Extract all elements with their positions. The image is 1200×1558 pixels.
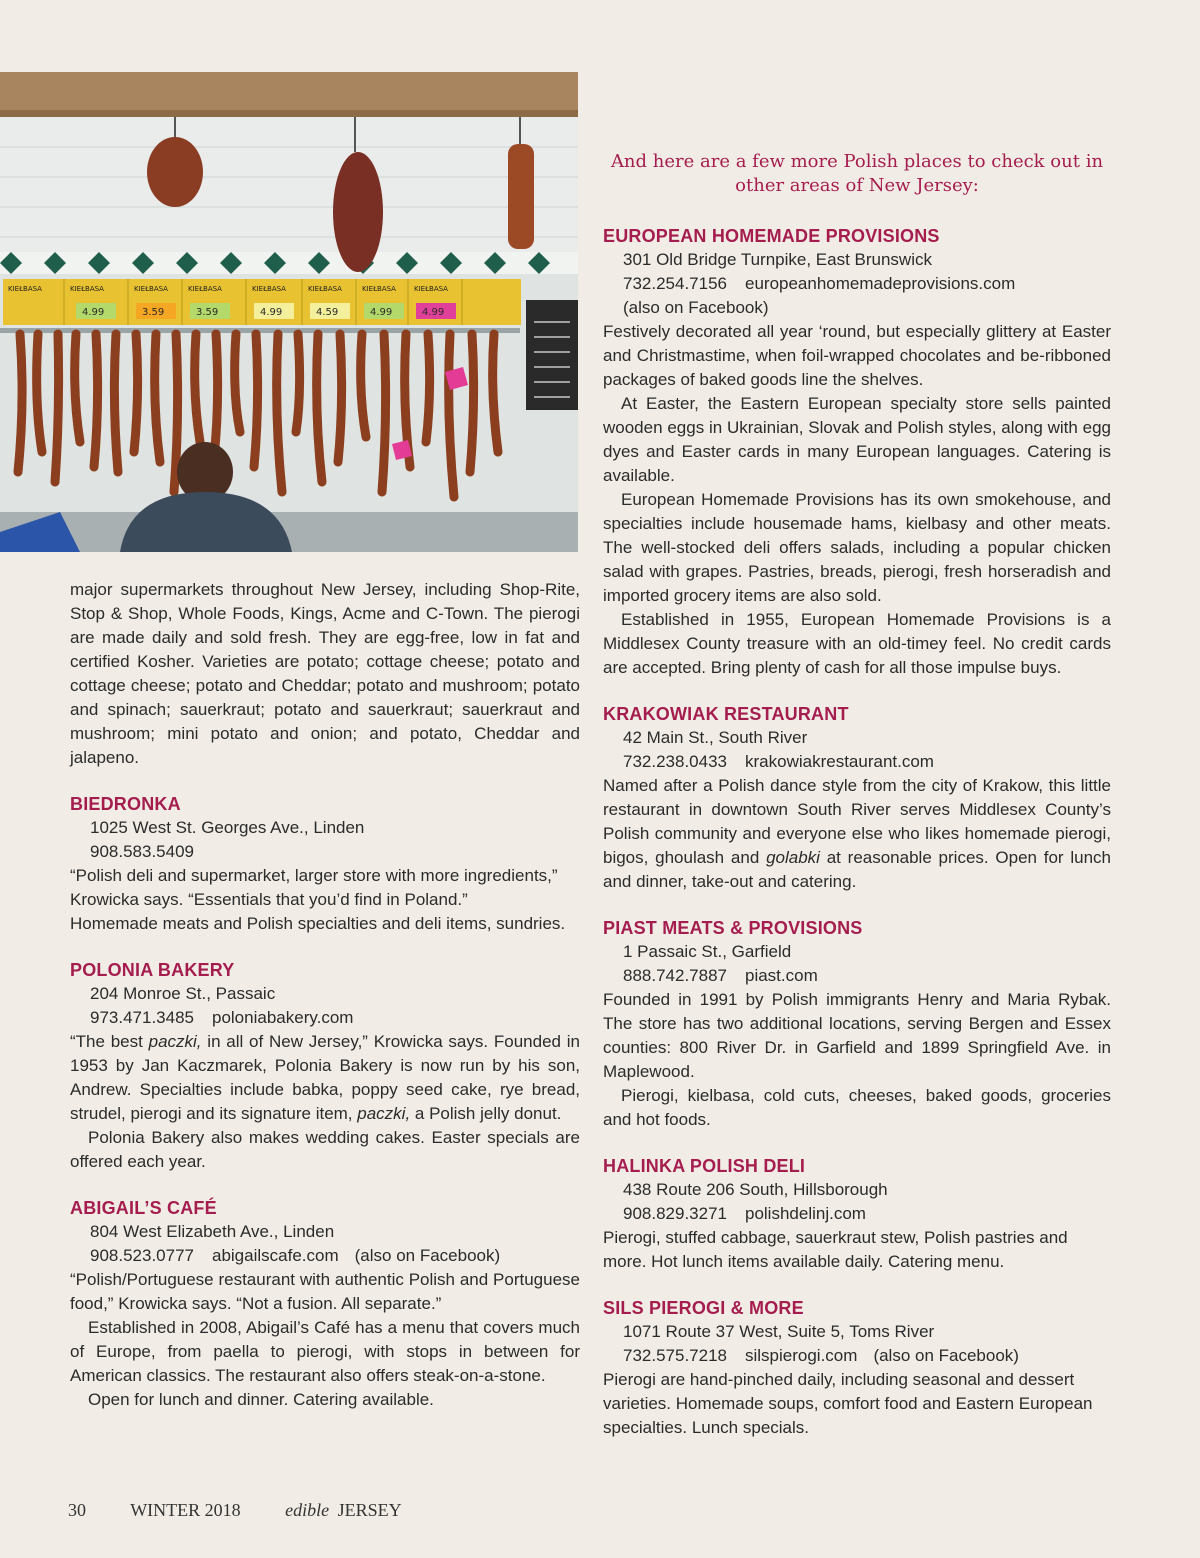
sils-phone: 732.575.7218 — [623, 1346, 727, 1365]
biedronka-text: “Polish deli and supermarket, larger store with more ingredients,” Krowicka says. “Essentials that you’d find in Poland.” — [70, 866, 558, 909]
biedronka-phone: 908.583.5409 — [90, 842, 194, 861]
biedronka-text-2: Homemade meats and Polish specialties and deli items, sundries. — [70, 914, 566, 933]
european-text: Festively decorated all year ‘round, but especially glittery at Easter and Christmastime, when foil-wrapped chocolates and be-ribboned packages of baked goods line the shelves. — [603, 322, 1111, 389]
abigail-text-2: Established in 2008, Abigail’s Café has a menu that covers much of Europe, from paella to pierogi, with stops in between for American classics. The restaurant also offers steak-on-a-stone. — [70, 1318, 580, 1385]
sign-text: KIEŁBASA — [362, 285, 396, 293]
right-column — [603, 150, 1111, 1440]
european-heading: EUROPEAN HOMEMADE PROVISIONS — [603, 226, 940, 246]
krakowiak-contact — [603, 750, 1111, 774]
piast-text: Founded in 1991 by Polish immigrants Henry and Maria Rybak. The store has two additional locations, serving Bergen and Essex counties: 800 River Dr. in Garfield and 1899 Springfield Ave. in Maplewood. — [603, 990, 1111, 1081]
svg-text:3.59: 3.59 — [196, 307, 219, 318]
more-places-intro: And here are a few more Polish places to check out in other areas of New Jersey: — [610, 151, 1104, 196]
european-website-link[interactable]: europeanhomemadeprovisions.com — [745, 274, 1016, 293]
abigail-address: 804 West Elizabeth Ave., Linden — [90, 1222, 335, 1241]
sils-website-link[interactable]: silspierogi.com — [745, 1346, 858, 1365]
european-address: 301 Old Bridge Turnpike, East Brunswick — [623, 250, 932, 269]
halinka-heading: HALINKA POLISH DELI — [603, 1156, 806, 1176]
text-run-italic: paczki, — [357, 1104, 411, 1123]
abigail-text-3: Open for lunch and dinner. Catering available. — [88, 1390, 434, 1409]
sils-address: 1071 Route 37 West, Suite 5, Toms River — [623, 1322, 935, 1341]
krakowiak-address: 42 Main St., South River — [623, 728, 808, 747]
polonia-text-2: Polonia Bakery also makes wedding cakes. Easter specials are offered each year. — [70, 1128, 580, 1171]
svg-text:4.99: 4.99 — [260, 307, 283, 318]
page-number: 30 — [68, 1500, 86, 1520]
sign-text: KIEŁBASA — [134, 285, 168, 293]
european-text-2: At Easter, the Eastern European specialty store sells painted wooden eggs in Ukrainian, Slovak and Polish styles, along with egg dyes and Easter cards in many European languages. Catering is available. — [603, 394, 1111, 485]
halinka-address: 438 Route 206 South, Hillsborough — [623, 1180, 888, 1199]
kielbasa-photo — [0, 72, 578, 552]
text-run: in all of New Jersey,” Krowicka says. Founded in 1953 by Jan Kaczmarek, Polonia Bakery is now run by his son, Andrew. Specialties include babka, poppy seed cake, rye bread, strudel, pierogi and its signature item, — [70, 1032, 580, 1123]
polonia-contact — [70, 1006, 580, 1030]
biedronka-heading: BIEDRONKA — [70, 794, 181, 814]
text-run-italic: paczki, — [148, 1032, 202, 1051]
piast-heading: PIAST MEATS & PROVISIONS — [603, 918, 863, 938]
sign-text: KIEŁBASA — [414, 285, 448, 293]
sils-facebook-note: (also on Facebook) — [873, 1346, 1019, 1365]
sign-text: KIEŁBASA — [70, 285, 104, 293]
text-run: at reasonable prices. Open for lunch and dinner, take-out and catering. — [603, 848, 1112, 891]
abigail-heading: ABIGAIL’S CAFÉ — [70, 1198, 217, 1218]
text-run-italic: golabki — [766, 848, 820, 867]
text-run: “The best — [70, 1032, 149, 1051]
svg-text:4.99: 4.99 — [370, 307, 393, 318]
sils-text: Pierogi are hand-pinched daily, including seasonal and dessert varieties. Homemade soups, comfort food and Eastern European specialties. Lunch specials. — [603, 1370, 1093, 1437]
left-column — [70, 578, 580, 1412]
krakowiak-phone: 732.238.0433 — [623, 752, 727, 771]
page-footer — [68, 1500, 442, 1521]
abigail-website-link[interactable]: abigailscafe.com — [212, 1246, 339, 1265]
european-contact — [603, 272, 1111, 296]
abigail-text: “Polish/Portuguese restaurant with authentic Polish and Portuguese food,” Krowicka says. “Not a fusion. All separate.” — [70, 1270, 580, 1313]
abigail-contact — [70, 1244, 580, 1268]
svg-text:4.99: 4.99 — [422, 307, 445, 318]
sign-text: KIEŁBASA — [188, 285, 222, 293]
krakowiak-website-link[interactable]: krakowiakrestaurant.com — [745, 752, 934, 771]
polonia-website-link[interactable]: poloniabakery.com — [212, 1008, 354, 1027]
biedronka-address: 1025 West St. Georges Ave., Linden — [90, 818, 365, 837]
polonia-text — [70, 1030, 580, 1126]
svg-text:4.99: 4.99 — [82, 307, 105, 318]
text-run: Named after a Polish dance style from the city of Krakow, this little restaurant in downtown South River serves Middlesex County’s Polish community and everyone else who likes homemade pierogi, bigos, ghoulash and — [603, 776, 1111, 867]
sign-text: KIEŁBASA — [308, 285, 342, 293]
krakowiak-text — [603, 774, 1111, 894]
european-text-3: European Homemade Provisions has its own smokehouse, and specialties include housemade hams, kielbasy and other meats. The well-stocked deli offers salads, including a popular chicken salad with grapes. Pastries, breads, pierogi, fresh horseradish and imported grocery items are also sold. — [603, 490, 1111, 605]
piast-text-2: Pierogi, kielbasa, cold cuts, cheeses, baked goods, groceries and hot foods. — [603, 1086, 1111, 1129]
european-phone: 732.254.7156 — [623, 274, 727, 293]
polonia-phone: 973.471.3485 — [90, 1008, 194, 1027]
halinka-phone: 908.829.3271 — [623, 1204, 727, 1223]
sign-text: KIEŁBASA — [252, 285, 286, 293]
sils-heading: SILS PIEROGI & MORE — [603, 1298, 804, 1318]
text-run: a Polish jelly donut. — [410, 1104, 562, 1123]
piast-phone: 888.742.7887 — [623, 966, 727, 985]
piast-address: 1 Passaic St., Garfield — [623, 942, 792, 961]
piast-contact — [603, 964, 1111, 988]
svg-text:3.59: 3.59 — [142, 307, 165, 318]
polonia-address: 204 Monroe St., Passaic — [90, 984, 276, 1003]
polonia-heading: POLONIA BAKERY — [70, 960, 235, 980]
abigail-phone: 908.523.0777 — [90, 1246, 194, 1265]
krakowiak-heading: KRAKOWIAK RESTAURANT — [603, 704, 849, 724]
abigail-facebook-note: (also on Facebook) — [354, 1246, 501, 1265]
intro-paragraph: major supermarkets throughout New Jersey, including Shop-Rite, Stop & Shop, Whole Foods, Kings, Acme and C-Town. The pierogi are made daily and sold fresh. They are egg-free, low in fat and certified Kosher. Varieties are potato; cottage cheese; potato and cottage cheese; potato and Cheddar; potato and mushroom; potato and spinach; sauerkraut; potato and sauerkraut; sauerkraut and mushroom; mini potato and onion; and potato, Cheddar and jalapeno. — [70, 580, 580, 767]
halinka-contact — [603, 1202, 1111, 1226]
brand-jersey: JERSEY — [337, 1500, 402, 1520]
svg-text:4.59: 4.59 — [316, 307, 339, 318]
issue-label: WINTER 2018 — [130, 1500, 241, 1520]
brand-edible: edible — [285, 1500, 330, 1520]
european-text-4: Established in 1955, European Homemade Provisions is a Middlesex County treasure with an old-timey feel. No credit cards are accepted. Bring plenty of cash for all those impulse buys. — [603, 610, 1111, 677]
european-facebook-note: (also on Facebook) — [623, 298, 769, 317]
sign-text: KIEŁBASA — [8, 285, 42, 293]
sils-contact — [603, 1344, 1111, 1368]
halinka-text: Pierogi, stuffed cabbage, sauerkraut stew, Polish pastries and more. Hot lunch items available daily. Catering menu. — [603, 1228, 1068, 1271]
piast-website-link[interactable]: piast.com — [745, 966, 818, 985]
halinka-website-link[interactable]: polishdelinj.com — [745, 1204, 866, 1223]
